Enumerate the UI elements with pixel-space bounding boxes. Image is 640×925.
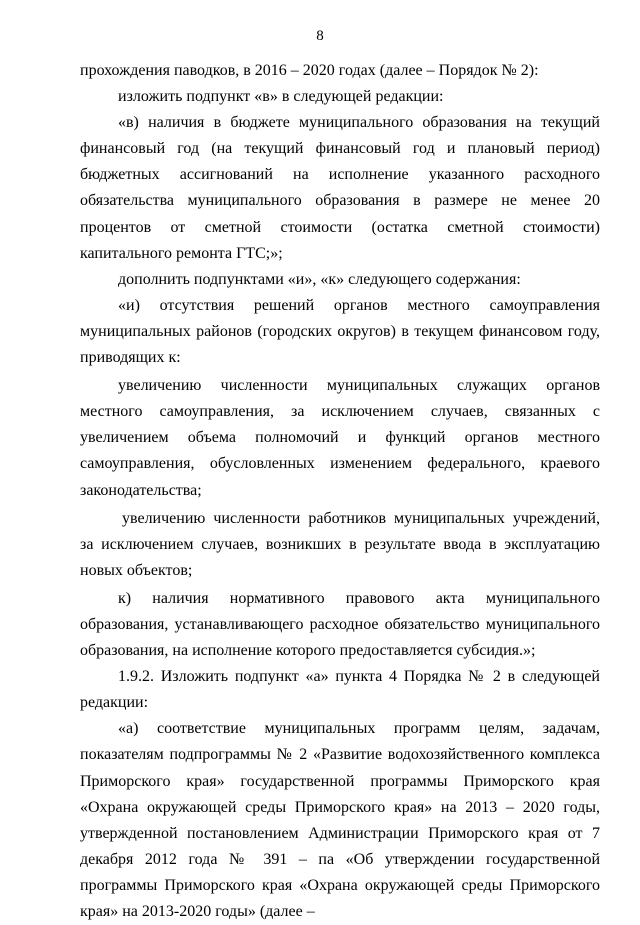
document-body	[80, 58, 600, 925]
paragraph-subpoint-v-text: «в) наличия в бюджете муниципального образования на текущий финансовый год (на текущий финансовый год и плановый период) бюджетных ассигнований на исполнение указанного расходного обязательства муниципального образования в размере не менее 20 процентов от сметной стоимости (остатка сметной стоимости) капитального ремонта ГТС;»;	[80, 114, 600, 262]
paragraph-increase-employees: увеличению численности муниципальных служащих органов местного самоуправления, за исключением случаев, связанных с увеличением объема полномочий и функций органов местного самоуправления, обусловленных изменением федерального, краевого законодательства;	[80, 377, 600, 499]
paragraph-intro-continuation: прохождения паводков, в 2016 – 2020 годах (далее – Порядок № 2):	[80, 62, 539, 79]
page-number: 8	[316, 28, 324, 44]
paragraph-subpoint-a: «а) соответствие муниципальных программ целям, задачам, показателям подпрограммы № 2 «Развитие водохозяйственного комплекса Приморского края» государственной программы Приморского края «Охрана окружающей среды Приморского края» на 2013 – 2020 годы, утвержденной постановлением Администрации Приморского края от 7 декабря 2012 года № 391 – па «Об утверждении государственной программы Приморского края «Охрана окружающей среды Приморского края» на 2013-2020 годы» (далее –	[80, 720, 600, 920]
paragraph-add-subpoints: дополнить подпунктами «и», «к» следующего содержания:	[118, 270, 521, 288]
paragraph-amend-subpoint-v: изложить подпункт «в» в следующей редакции:	[118, 88, 444, 106]
paragraph-subpoint-k: к) наличия нормативного правового акта муниципального образования, устанавливающего расходное обязательство муниципального образования, на исполнение которого предоставляется субсидия.»;	[80, 589, 600, 660]
paragraph-increase-workers: увеличению численности работников муниципальных учреждений, за исключением случаев, возникших в результате ввода в эксплуатацию новых объектов;	[80, 509, 600, 579]
paragraph-subpoint-i: «и) отсутствия решений органов местного самоуправления муниципальных районов (городских округов) в текущем финансовом году, приводящих к:	[80, 296, 600, 367]
paragraph-section-1-9-2: 1.9.2. Изложить подпункт «а» пункта 4 Порядка № 2 в следующей редакции:	[80, 668, 600, 712]
